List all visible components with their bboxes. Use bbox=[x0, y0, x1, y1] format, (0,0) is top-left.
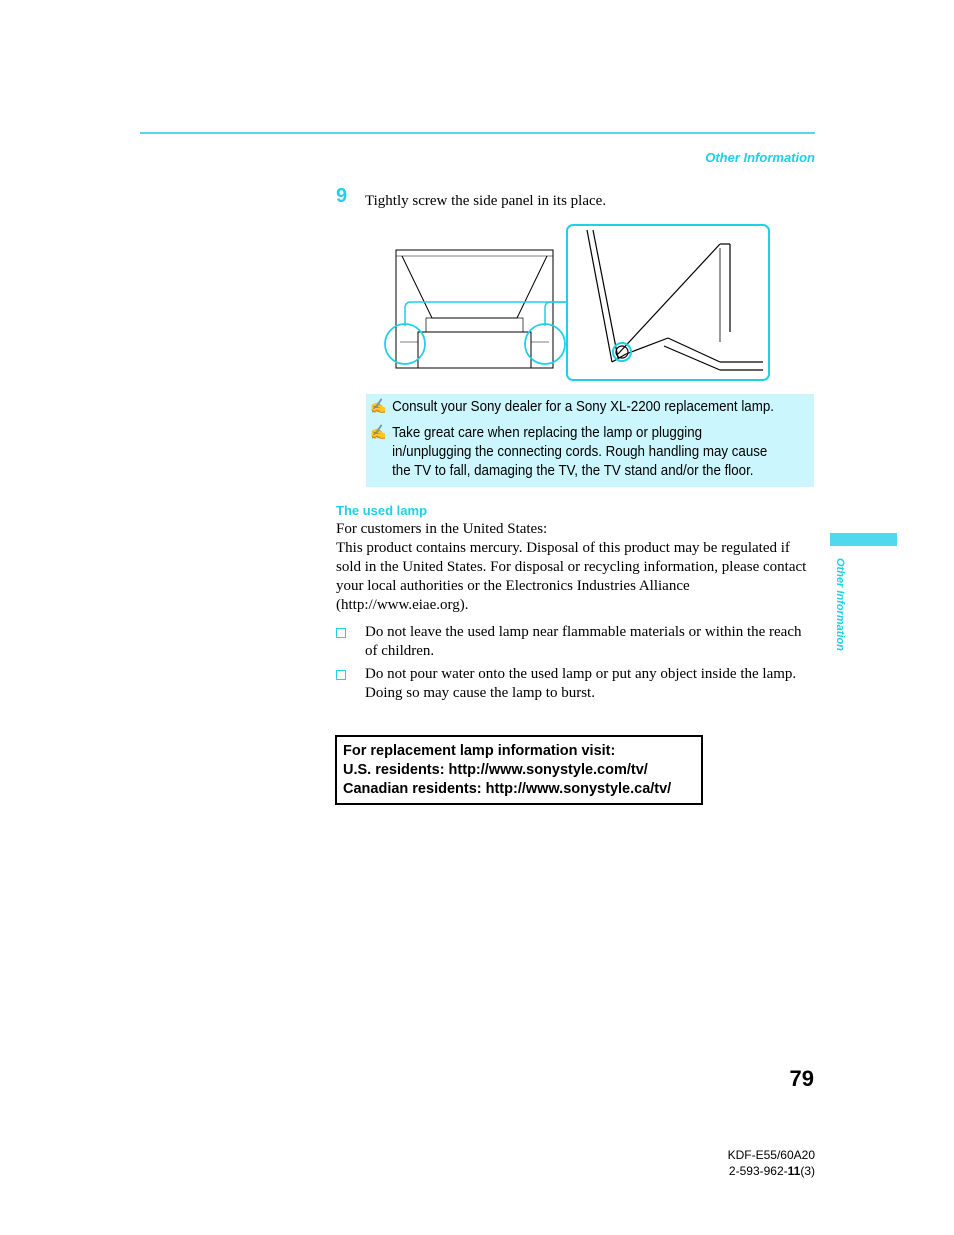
checkbox-bullet-icon bbox=[336, 628, 346, 638]
replacement-info-box bbox=[335, 735, 703, 805]
used-lamp-heading: The used lamp bbox=[336, 503, 428, 518]
pencil-note-icon: ✍ bbox=[370, 425, 387, 441]
info-line-us: U.S. residents: http://www.sonystyle.com/tv/ bbox=[343, 762, 648, 778]
side-tab-label: Other Information bbox=[834, 558, 846, 651]
note-item bbox=[370, 424, 775, 481]
list-item bbox=[336, 665, 816, 703]
header-rule bbox=[140, 132, 815, 134]
checkbox-bullet-icon bbox=[336, 670, 346, 680]
info-line-canada: Canadian residents: http://www.sonystyle.ca/tv/ bbox=[343, 781, 672, 797]
section-header: Other Information bbox=[705, 150, 815, 165]
part-bold: 11 bbox=[787, 1164, 801, 1178]
detail-view-frame bbox=[567, 225, 769, 380]
part-suffix: (3) bbox=[800, 1164, 815, 1178]
used-lamp-body bbox=[336, 520, 816, 615]
note-text: Consult your Sony dealer for a Sony XL-2200 replacement lamp. bbox=[392, 399, 774, 415]
model-code bbox=[650, 1147, 815, 1179]
info-line-title: For replacement lamp information visit: bbox=[343, 743, 616, 759]
tv-rear-view bbox=[396, 250, 553, 368]
zoom-circle-left bbox=[385, 324, 425, 364]
side-tab-bar bbox=[830, 533, 897, 546]
page-number: 79 bbox=[789, 1066, 814, 1091]
part-number bbox=[650, 1163, 815, 1179]
used-lamp-paragraph: This product contains mercury. Disposal of this product may be regulated if sold in the United States. For disposal or recycling information, please contact your local authorities or the Electronics Industries Alliance (http://www.eiae.org). bbox=[336, 540, 807, 613]
model-number: KDF-E55/60A20 bbox=[727, 1148, 815, 1162]
step-text: Tightly screw the side panel in its place. bbox=[365, 193, 607, 209]
note-text: Take great care when replacing the lamp or plugging in/unplugging the connecting cords. Rough handling may cause the TV to fall, damaging the TV, the TV stand and/or the floor. bbox=[392, 425, 768, 479]
pencil-note-icon: ✍ bbox=[370, 399, 387, 415]
note-item bbox=[370, 398, 775, 417]
tv-side-panel-illustration bbox=[380, 222, 772, 384]
step-number: 9 bbox=[336, 185, 348, 207]
part-prefix: 2-593-962- bbox=[728, 1164, 788, 1178]
note-box bbox=[366, 394, 814, 487]
bullet-text: Do not pour water onto the used lamp or put any object inside the lamp. Doing so may cause the lamp to burst. bbox=[365, 666, 797, 701]
bullet-text: Do not leave the used lamp near flammable materials or within the reach of children. bbox=[365, 624, 802, 659]
list-item bbox=[336, 623, 816, 661]
used-lamp-intro: For customers in the United States: bbox=[336, 521, 548, 537]
